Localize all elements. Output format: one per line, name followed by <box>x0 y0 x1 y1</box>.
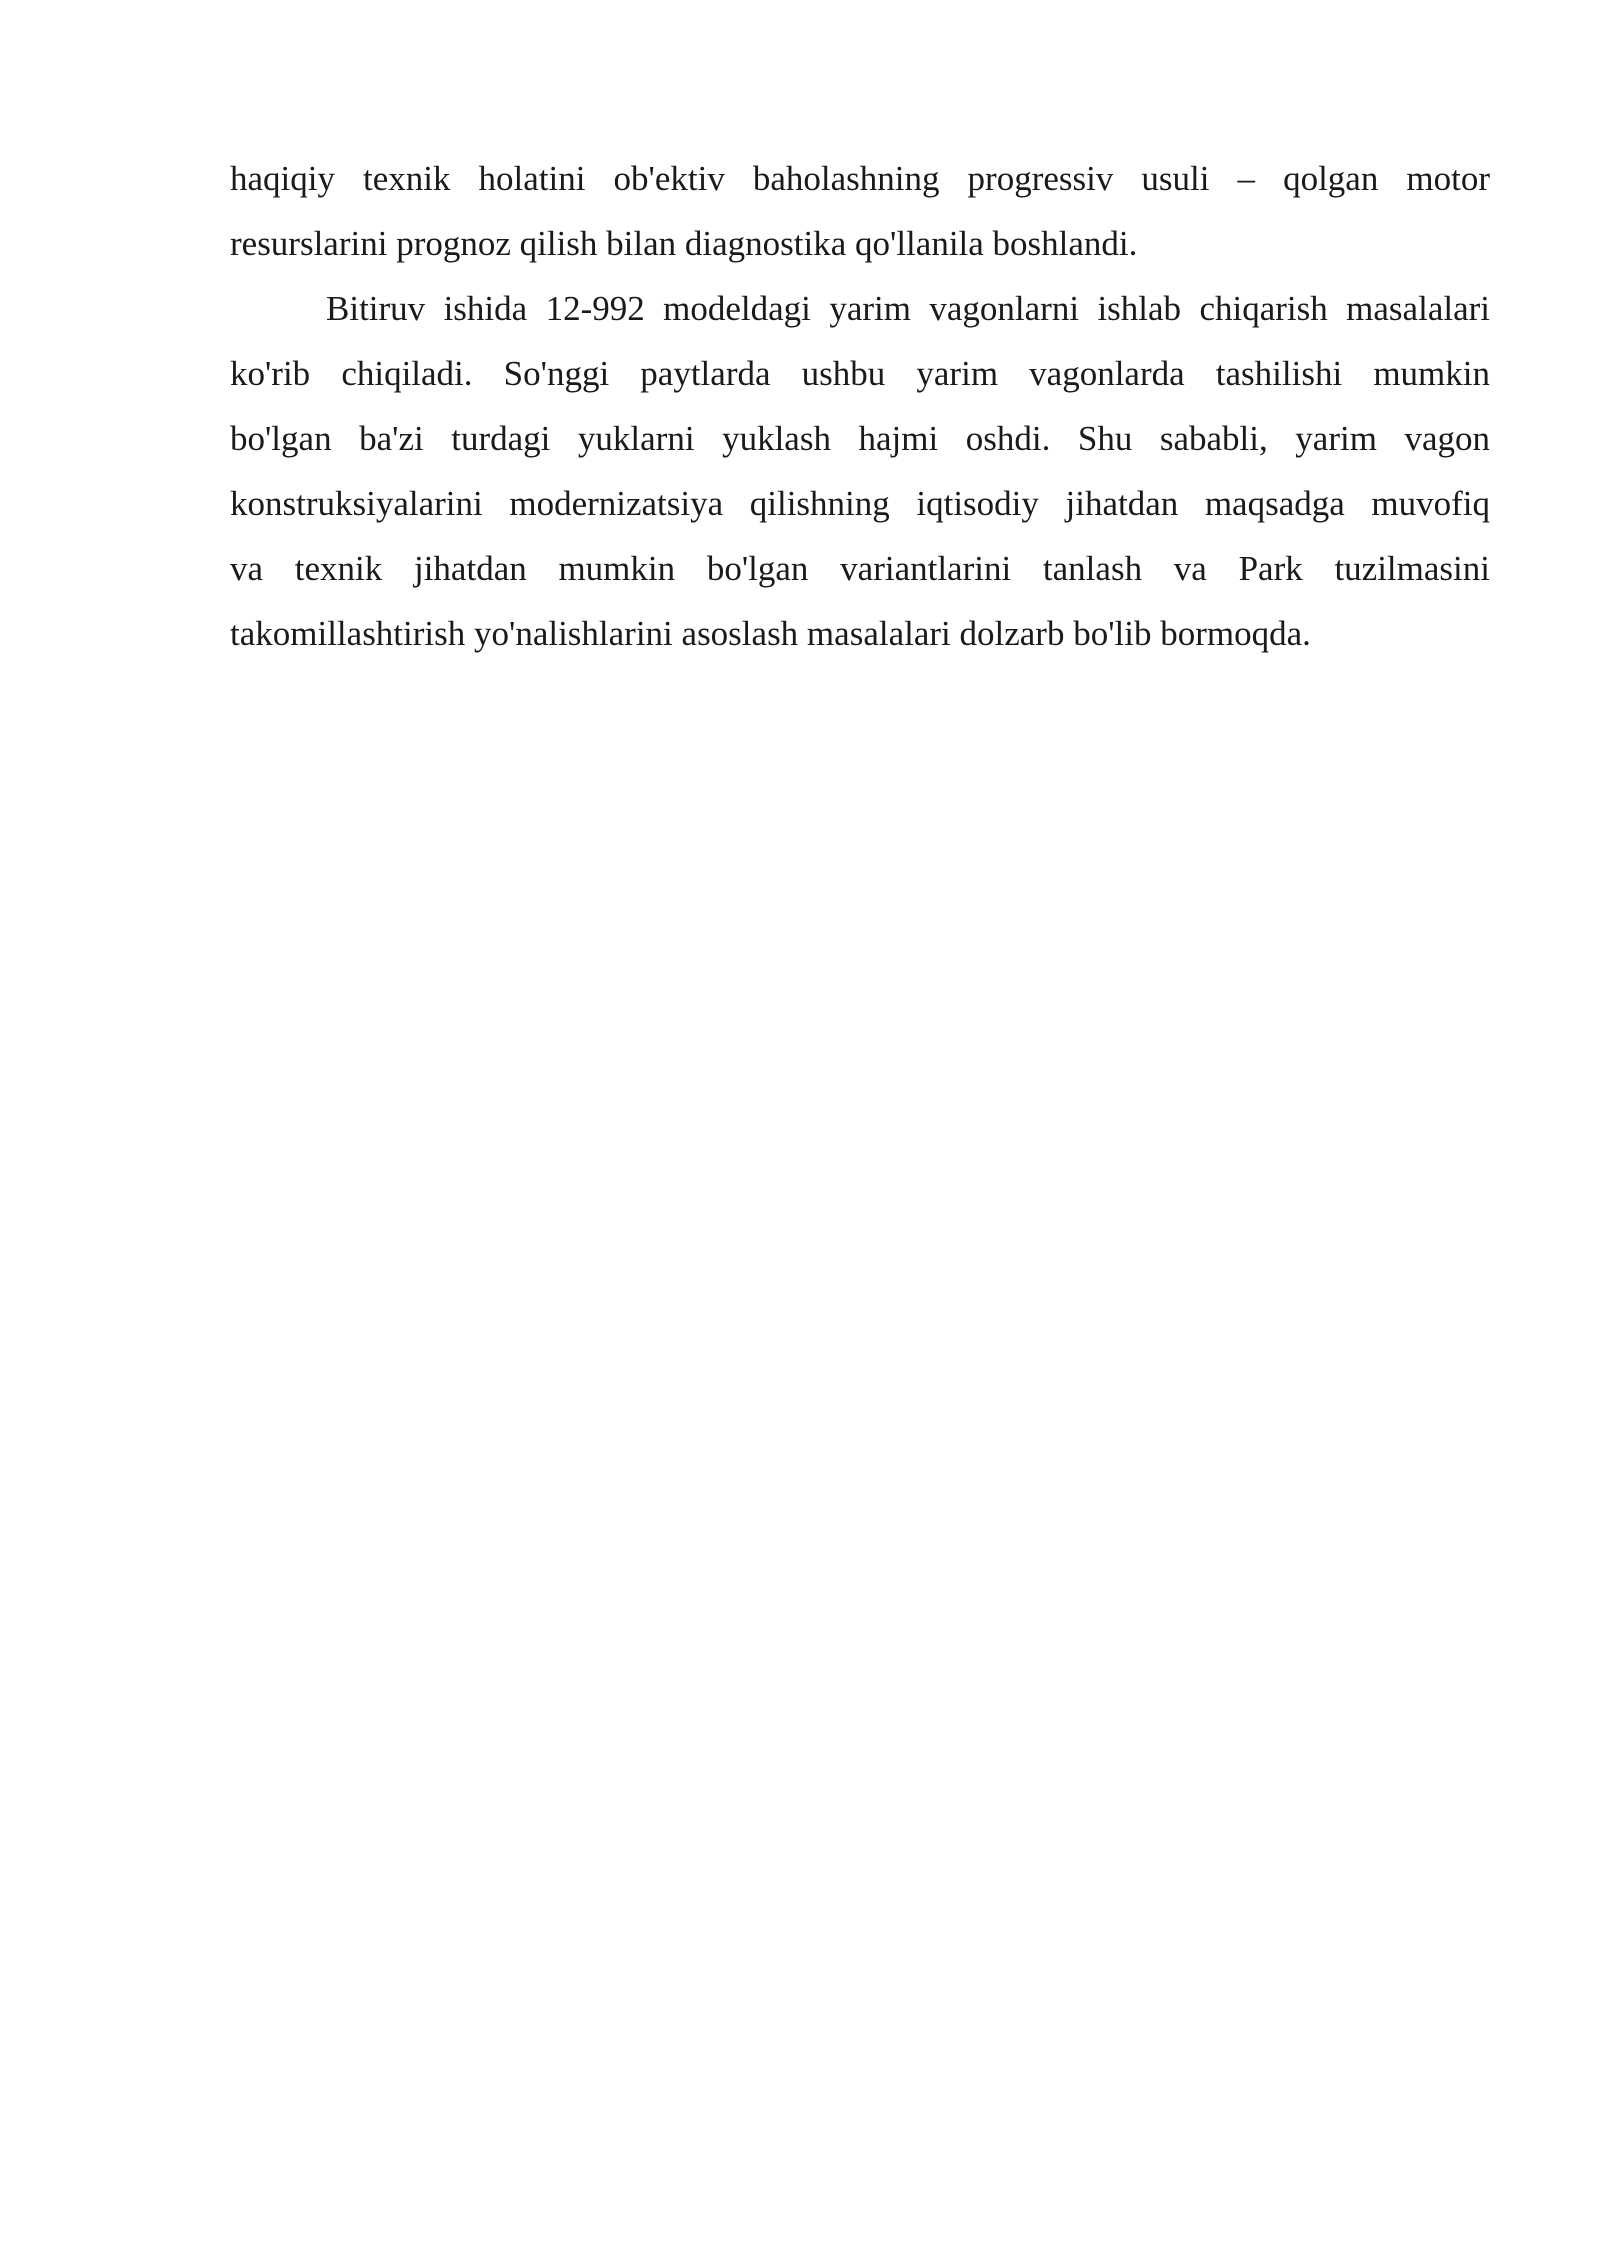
paragraph-2 <box>230 276 1490 666</box>
text-line: Bitiruv ishida 12-992 modeldagi yarim vagonlarni ishlab chiqarish masalalari <box>326 289 1490 328</box>
text-line: haqiqiy texnik holatini ob'ektiv baholashning progressiv usuli – qolgan motor <box>230 159 1490 198</box>
text-line: resurslarini prognoz qilish bilan diagnostika qo'llanila boshlandi. <box>230 224 1138 263</box>
text-line: takomillashtirish yo'nalishlarini asoslash masalalari dolzarb bo'lib bormoqda. <box>230 614 1311 653</box>
document-body <box>230 146 1490 666</box>
paragraph-1 <box>230 146 1490 276</box>
text-line: ko'rib chiqiladi. So'nggi paytlarda ushbu yarim vagonlarda tashilishi mumkin <box>230 354 1490 393</box>
text-line: va texnik jihatdan mumkin bo'lgan variantlarini tanlash va Park tuzilmasini <box>230 549 1490 588</box>
text-line: konstruksiyalarini modernizatsiya qilishning iqtisodiy jihatdan maqsadga muvofiq <box>230 484 1490 523</box>
text-line: bo'lgan ba'zi turdagi yuklarni yuklash hajmi oshdi. Shu sababli, yarim vagon <box>230 419 1490 458</box>
